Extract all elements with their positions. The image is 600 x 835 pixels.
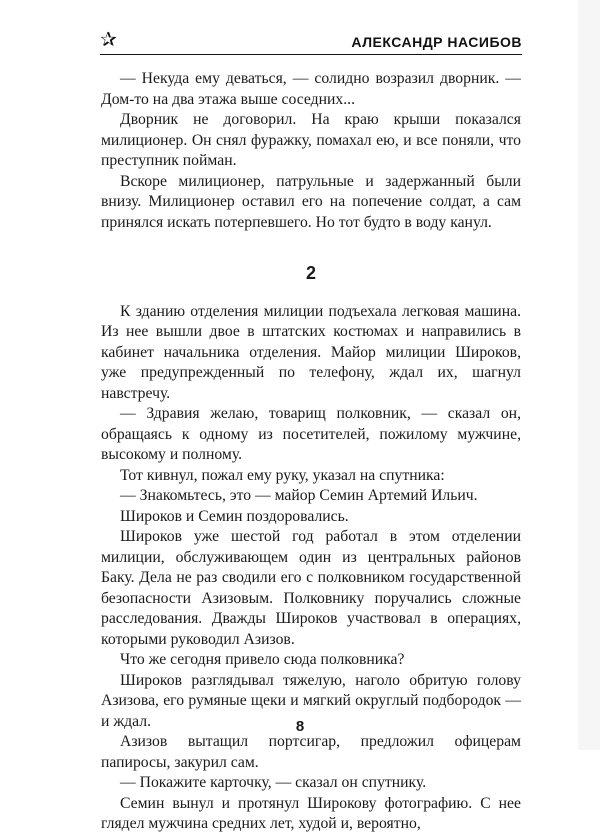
paragraph: — Здравия желаю, товарищ полковник, — сказал он, обращаясь к одному из посетителей, пожилому мужчине, высокому и полному.: [101, 405, 521, 463]
page-number: 8: [295, 718, 305, 735]
paragraph: — Знакомьтесь, это — майор Семин Артемий Ильич.: [120, 487, 478, 504]
paragraph: Широков разглядывал тяжелую, наголо обритую голову Азизова, его румяные щеки и мягкий округлый подбородок — и ждал.: [101, 671, 521, 730]
paragraph: Тот кивнул, пожал ему руку, указал на спутника:: [120, 466, 445, 484]
paragraph: Вскоре милиционер, патрульные и задержанный были внизу. Милиционер оставил его на попечение солдат, а сам принялся искать потерпевшего. Но тот будто в воду канул.: [101, 172, 521, 231]
paragraph: Дворник не договорил. На краю крыши показался милиционер. Он снял фуражку, помахал ею, и все поняли, что преступник пойман.: [101, 111, 521, 169]
page-edge-shadow: [578, 0, 600, 750]
paragraph: Азизов вытащил портсигар, предложил офицерам папиросы, закурил сам.: [101, 733, 521, 771]
paragraph: Что же сегодня привело сюда полковника?: [120, 651, 405, 668]
paragraph: Семин вынул и протянул Широкову фотографию. С нее глядел мужчина средних лет, худой и, вероятно,: [101, 794, 521, 832]
running-header: [0, 0, 600, 60]
header-rule: [100, 54, 522, 55]
chapter-heading: 2: [305, 263, 316, 283]
star-icon: ✰: [100, 29, 117, 51]
paragraph: — Покажите карточку, — сказал он спутнику.: [120, 774, 427, 791]
paragraph: — Некуда ему деваться, — солидно возразил дворник. — Дом-то на два этажа выше соседних...: [101, 70, 521, 108]
paragraph: К зданию отделения милиции подъехала легковая машина. Из нее вышли двое в штатских костюмах и направились в кабинет начальника отделения. Майор милиции Широков, уже предупрежденный по телефону, ждал их, шагнул навстречу.: [101, 302, 521, 402]
paragraph: Широков и Семин поздоровались.: [120, 507, 349, 525]
paragraph: Широков уже шестой год работал в этом отделении милиции, обслуживающем один из центральных районов Баку. Дела не раз сводили его с полковником государственной безопасности Азизовым. Полковнику поручались сложные расследования. Дважды Широков участвовал в операциях, которыми руководил Азизов.: [101, 528, 521, 648]
running-head-author: АЛЕКСАНДР НАСИБОВ: [351, 34, 522, 50]
